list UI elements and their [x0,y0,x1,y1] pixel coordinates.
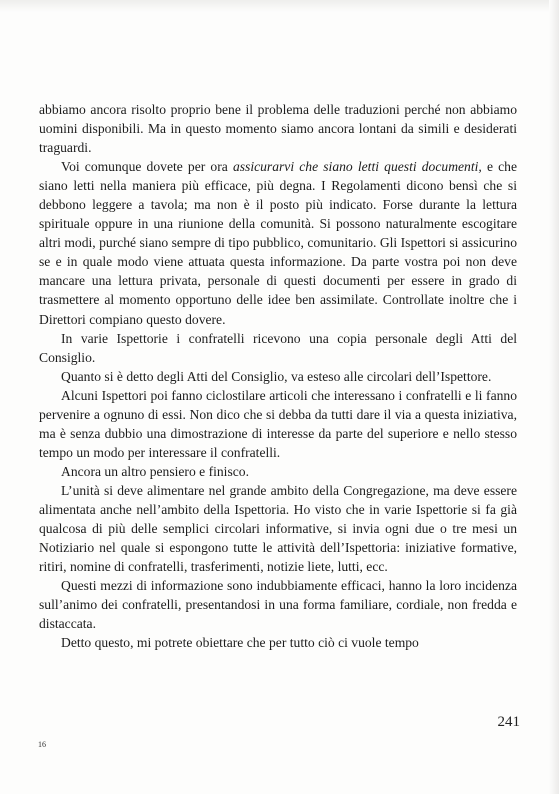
signature-mark: 16 [38,740,46,749]
paragraph-text: Questi mezzi di informazione sono indubbiamente efficaci, hanno la loro incidenza sull’animo dei confratelli, presentandosi in una forma familiare, cordiale, non fredda e distaccata. [39,578,517,632]
paragraph-text: e che siano letti nella maniera più efficace, più degna. I Regolamenti dicono bensì che si debbono leggere a tavola; ma non è il posto più indicato. Forse durante la lettura spirituale oppure in una riunione della comunità. Si possono naturalmente escogitare altri modi, purché siano sempre di tipo pubblico, comunitario. Gli Ispettori si assicurino se e in quale modo viene attuata questa informazione. Da parte vostra poi non deve mancare una lettura privata, personale di questi documenti per essere in grado di trasmettere al momento opportuno delle idee ben assimilate. Controllate inoltre che i Direttori compiano questo dovere. [39,159,517,327]
paragraph-text: Detto questo, mi potrete obiettare che per tutto ciò ci vuole tempo [61,635,419,651]
italic-text: assicurarvi che siano letti questi documenti, [232,159,482,175]
paragraph [39,576,517,633]
scan-edge-right [549,0,559,794]
paragraph-text: Alcuni Ispettori poi fanno ciclostilare articoli che interessano i confratelli e li fanno pervenire a ognuno di essi. Non dico che si debba da tutti dare il via a questa iniziativa, ma è senza dubbio una dimostrazione di interesse da parte del superiore e nello stesso tempo un modo per interessare il confratelli. [39,387,517,460]
paragraph-text: Quanto si è detto degli Atti del Consiglio, va esteso alle circolari dell’Ispettore. [61,368,492,384]
body-text [39,100,517,652]
paragraph [39,329,517,367]
paragraph [39,386,517,462]
paragraph-text: L’unità si deve alimentare nel grande ambito della Congregazione, ma deve essere alimentata anche nell’ambito della Ispettoria. Ho visto che in varie Ispettorie si fa già qualcosa di più delle semplici circolari informative, si invia ogni due o tre mesi un Notiziario nel quale si espongono tutte le attività dell’Ispettoria: iniziative formative, ritiri, nomine di confratelli, trasferimenti, notizie liete, lutti, ecc. [39,482,517,575]
paragraph-text: Ancora un altro pensiero e finisco. [61,463,249,479]
scan-edge-top [0,0,559,12]
paragraph [39,481,517,576]
paragraph [39,157,517,328]
paragraph [39,367,517,386]
paragraph-text: Voi comunque dovete per ora [61,159,233,175]
page-number: 241 [497,714,520,730]
paragraph [39,462,517,481]
paragraph-text: abbiamo ancora risolto proprio bene il problema delle traduzioni perché non abbiamo uomini disponibili. Ma in questo momento siamo ancora lontani da simili e desiderati traguardi. [39,102,517,156]
paragraph-text: In varie Ispettorie i confratelli ricevono una copia personale degli Atti del Consiglio. [39,330,517,365]
paragraph [39,633,517,652]
paragraph [39,100,517,157]
